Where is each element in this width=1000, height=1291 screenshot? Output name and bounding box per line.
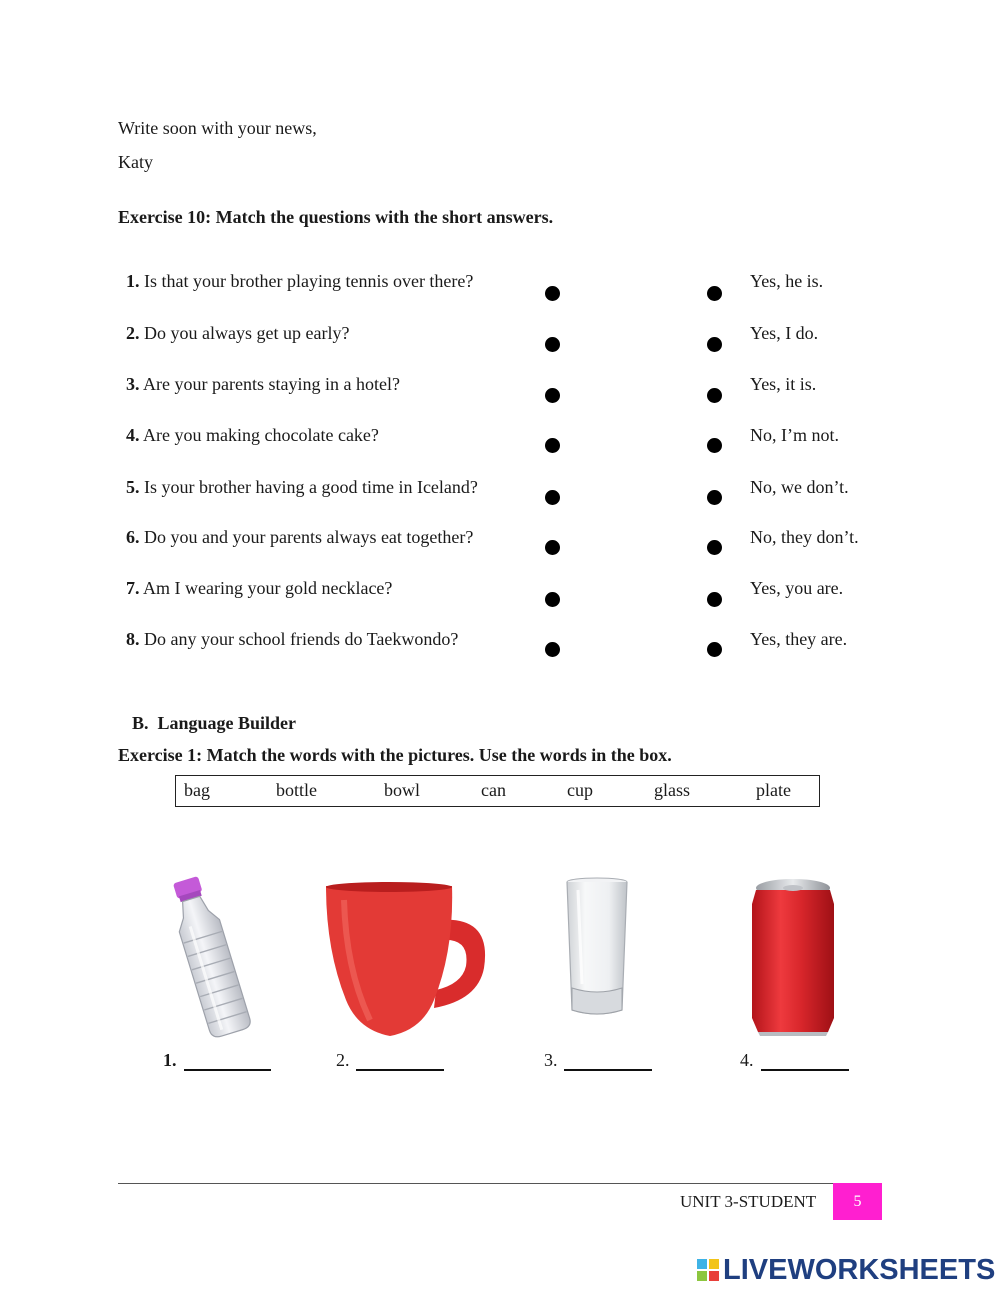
answer-blank-1[interactable] bbox=[184, 1069, 271, 1071]
letter-closing: Write soon with your news, bbox=[118, 118, 317, 138]
answer-5: No, we don’t. bbox=[750, 477, 849, 497]
word-plate: plate bbox=[756, 780, 791, 800]
question-5: 5. Is your brother having a good time in Iceland? bbox=[126, 477, 478, 497]
exercise-10-title: Exercise 10: Match the questions with the short answers. bbox=[118, 207, 554, 227]
match-dot-answer-5[interactable] bbox=[707, 490, 722, 505]
blank-number-4: 4. bbox=[740, 1050, 754, 1070]
answer-blank-4[interactable] bbox=[761, 1069, 849, 1071]
page-number: 5 bbox=[833, 1183, 882, 1220]
section-b-heading: B. Language Builder bbox=[132, 713, 297, 733]
blank-number-3: 3. bbox=[544, 1050, 558, 1070]
blank-number-2: 2. bbox=[336, 1050, 350, 1070]
answer-3: Yes, it is. bbox=[750, 374, 817, 394]
match-dot-question-5[interactable] bbox=[545, 490, 560, 505]
word-bag: bag bbox=[184, 780, 210, 800]
word-cup: cup bbox=[567, 780, 593, 800]
match-dot-question-3[interactable] bbox=[545, 388, 560, 403]
match-dot-answer-2[interactable] bbox=[707, 337, 722, 352]
water-bottle-image bbox=[160, 872, 260, 1042]
word-bottle: bottle bbox=[276, 780, 317, 800]
answer-1: Yes, he is. bbox=[750, 271, 824, 291]
answer-8: Yes, they are. bbox=[750, 629, 848, 649]
match-dot-question-6[interactable] bbox=[545, 540, 560, 555]
question-6: 6. Do you and your parents always eat together? bbox=[126, 527, 474, 547]
red-soda-can-image bbox=[746, 876, 840, 1038]
question-1: 1. Is that your brother playing tennis over there? bbox=[126, 271, 474, 291]
match-dot-question-2[interactable] bbox=[545, 337, 560, 352]
match-dot-answer-1[interactable] bbox=[707, 286, 722, 301]
letter-signature: Katy bbox=[118, 152, 153, 172]
match-dot-answer-8[interactable] bbox=[707, 642, 722, 657]
blank-number-1: 1. bbox=[163, 1050, 177, 1070]
word-bowl: bowl bbox=[384, 780, 420, 800]
match-dot-answer-7[interactable] bbox=[707, 592, 722, 607]
question-7: 7. Am I wearing your gold necklace? bbox=[126, 578, 393, 598]
question-2: 2. Do you always get up early? bbox=[126, 323, 350, 343]
word-box bbox=[175, 775, 820, 807]
exercise-1-title: Exercise 1: Match the words with the pictures. Use the words in the box. bbox=[118, 745, 672, 765]
answer-6: No, they don’t. bbox=[750, 527, 859, 547]
answer-blank-3[interactable] bbox=[564, 1069, 652, 1071]
answer-4: No, I’m not. bbox=[750, 425, 839, 445]
liveworksheets-icon bbox=[697, 1259, 719, 1281]
answer-blank-2[interactable] bbox=[356, 1069, 444, 1071]
word-can: can bbox=[481, 780, 506, 800]
answer-7: Yes, you are. bbox=[750, 578, 844, 598]
red-mug-image bbox=[322, 880, 490, 1040]
liveworksheets-logo[interactable] bbox=[697, 1255, 995, 1285]
question-3: 3. Are your parents staying in a hotel? bbox=[126, 374, 400, 394]
match-dot-answer-3[interactable] bbox=[707, 388, 722, 403]
match-dot-answer-6[interactable] bbox=[707, 540, 722, 555]
match-dot-question-1[interactable] bbox=[545, 286, 560, 301]
match-dot-answer-4[interactable] bbox=[707, 438, 722, 453]
question-8: 8. Do any your school friends do Taekwondo? bbox=[126, 629, 459, 649]
footer-unit-label: UNIT 3-STUDENT bbox=[680, 1192, 817, 1211]
match-dot-question-4[interactable] bbox=[545, 438, 560, 453]
question-4: 4. Are you making chocolate cake? bbox=[126, 425, 379, 445]
match-dot-question-7[interactable] bbox=[545, 592, 560, 607]
word-glass: glass bbox=[654, 780, 690, 800]
match-dot-question-8[interactable] bbox=[545, 642, 560, 657]
footer-divider bbox=[118, 1183, 882, 1184]
drinking-glass-image bbox=[560, 876, 634, 1024]
liveworksheets-wordmark: LIVEWORKSHEETS bbox=[723, 1253, 996, 1286]
answer-2: Yes, I do. bbox=[750, 323, 819, 343]
